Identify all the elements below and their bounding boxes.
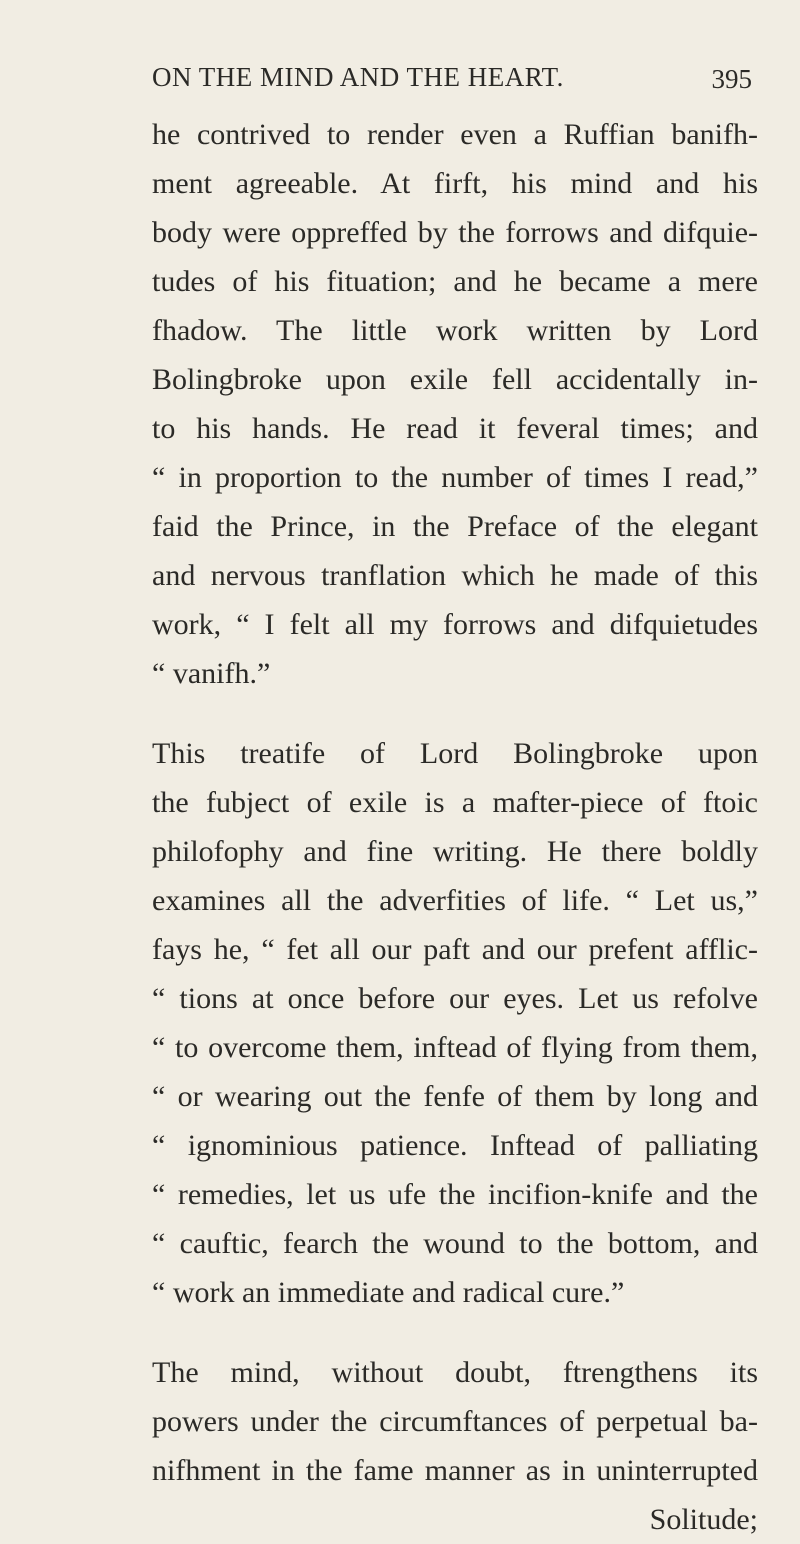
paragraph-1: [152, 110, 758, 698]
page-header: [152, 62, 752, 102]
text-line: fhadow. The little work written by Lord: [152, 314, 758, 347]
catchword: Solitude;: [649, 1503, 758, 1536]
text-line: “ cauftic, fearch the wound to the bottom, and: [152, 1227, 758, 1260]
text-line: he contrived to render even a Ruffian banifh-: [152, 118, 758, 151]
text-line: This treatife of Lord Bolingbroke upon: [152, 737, 758, 770]
text-line: to his hands. He read it feveral times; and: [152, 412, 758, 445]
paragraph-3: [152, 1348, 758, 1544]
text-line: Bolingbroke upon exile fell accidentally in-: [152, 363, 758, 396]
text-line: “ or wearing out the fenfe of them by long and: [152, 1080, 758, 1113]
text-line: “ to overcome them, inftead of flying from them,: [152, 1031, 758, 1064]
text-line: philofophy and fine writing. He there boldly: [152, 835, 758, 868]
text-line: nifhment in the fame manner as in uninterrupted: [152, 1454, 758, 1487]
text-line: examines all the adverfities of life. “ Let us,”: [152, 884, 758, 917]
text-line: “ tions at once before our eyes. Let us refolve: [152, 982, 758, 1015]
text-line: “ vanifh.”: [152, 657, 271, 690]
text-line: tudes of his fituation; and he became a mere: [152, 265, 758, 298]
text-line: “ ignominious patience. Inftead of palliating: [152, 1129, 758, 1162]
text-line: and nervous tranflation which he made of this: [152, 559, 758, 592]
text-line: body were oppreffed by the forrows and difquie-: [152, 216, 758, 249]
text-line: ment agreeable. At firft, his mind and his: [152, 167, 758, 200]
text-line: powers under the circumftances of perpetual ba-: [152, 1405, 758, 1438]
text-line: The mind, without doubt, ftrengthens its: [152, 1356, 758, 1389]
text-line: fays he, “ fet all our paft and our prefent afflic-: [152, 933, 758, 966]
text-line: “ remedies, let us ufe the incifion-knife and the: [152, 1178, 758, 1211]
paragraph-2: [152, 729, 758, 1317]
text-line: faid the Prince, in the Preface of the elegant: [152, 510, 758, 543]
text-line: “ in proportion to the number of times I read,”: [152, 461, 758, 494]
body-text: [152, 110, 758, 1544]
text-line: work, “ I felt all my forrows and difquietudes: [152, 608, 758, 641]
running-head: ON THE MIND AND THE HEART.: [152, 62, 564, 92]
page-number: 395: [711, 64, 752, 94]
text-line: “ work an immediate and radical cure.”: [152, 1276, 625, 1309]
text-line: the fubject of exile is a mafter-piece of ftoic: [152, 786, 758, 819]
